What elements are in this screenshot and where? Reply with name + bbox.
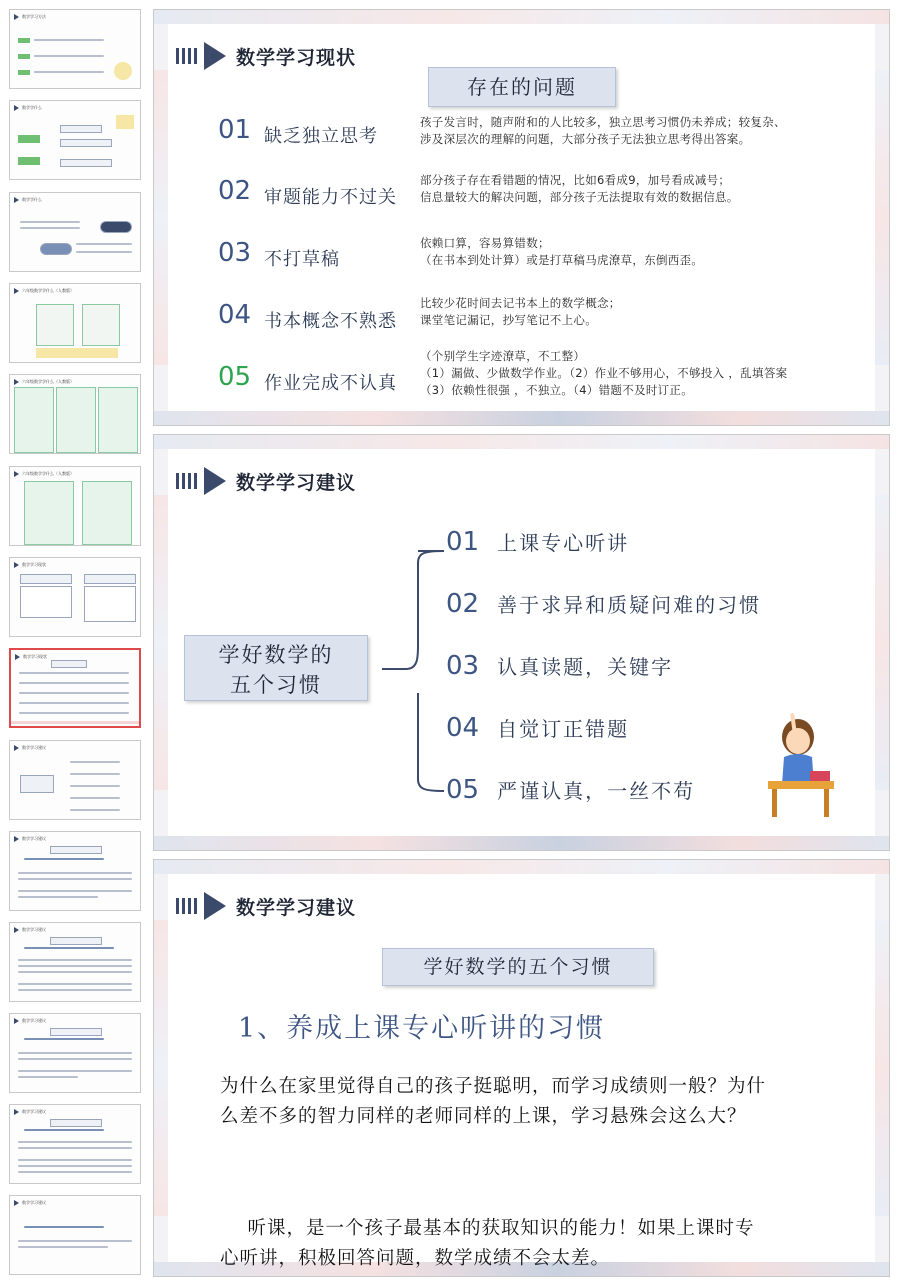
slide-thumbnail-5[interactable] bbox=[9, 374, 141, 454]
student-at-desk-illustration bbox=[762, 705, 842, 820]
habit-item: 03 认真读题，关键字 bbox=[446, 651, 674, 681]
row-description: 依赖口算，容易算错数； （在书本到处计算）或是打草稿马虎潦草，东倒西歪。 bbox=[420, 236, 704, 267]
row-label: 不打草稿 bbox=[264, 249, 340, 270]
paragraph-listening: 听课，是一个孩子最基本的获取知识的能力！如果上课时专 心听讲，积极回答问题，数学成绩不会太差。 bbox=[220, 1218, 755, 1269]
row-description: 部分孩子存在看错题的情况，比如6看成9，加号看成减号； 信息量较大的解决问题，部分孩子无法提取有效的数据信息。 bbox=[420, 173, 739, 204]
box-title-line2: 五个习惯 bbox=[230, 673, 322, 697]
row-number: 01 bbox=[218, 115, 252, 145]
slide-thumbnail-7[interactable] bbox=[9, 557, 141, 637]
row-number: 03 bbox=[218, 238, 252, 268]
slide-header bbox=[176, 42, 356, 70]
slide-title: 数学学习建议 bbox=[236, 471, 357, 494]
thumbnail-title: 数学学习方法 bbox=[22, 14, 46, 19]
slide-thumbnail-12[interactable] bbox=[9, 1013, 141, 1093]
thumbnail-title: 数学学习现状 bbox=[22, 562, 46, 567]
thumbnail-title: 数学学习建议 bbox=[22, 1018, 46, 1023]
habit-heading: 1、养成上课专心听讲的习惯 bbox=[238, 1013, 606, 1044]
thumbnail-title: 六年级数学学什么（人教版） bbox=[22, 288, 74, 293]
slide-thumbnail-1[interactable] bbox=[9, 9, 141, 89]
row-number: 02 bbox=[218, 176, 252, 206]
row-label: 审题能力不过关 bbox=[264, 187, 397, 208]
slide-title: 数学学习建议 bbox=[236, 896, 357, 919]
row-label: 缺乏独立思考 bbox=[264, 126, 378, 147]
thumbnail-title: 数学学什么 bbox=[22, 197, 42, 202]
slide-thumbnail-sidebar bbox=[0, 0, 148, 1286]
five-habits-box: 学好数学的五个习惯 bbox=[382, 948, 654, 986]
section-box-title: 存在的问题 bbox=[428, 67, 616, 107]
row-number: 04 bbox=[218, 300, 252, 330]
slide-title: 数学学习现状 bbox=[236, 46, 357, 69]
thumbnail-title: 数学学习建议 bbox=[22, 1109, 46, 1114]
arrow-bars-icon bbox=[176, 892, 226, 920]
slide-thumbnail-11[interactable] bbox=[9, 922, 141, 1002]
habit-item: 01 上课专心听讲 bbox=[446, 527, 630, 557]
thumbnail-title: 数学学习建议 bbox=[22, 745, 46, 750]
habit-item: 04 自觉订正错题 bbox=[446, 713, 630, 743]
slide-habit-detail bbox=[153, 859, 890, 1277]
row-number: 05 bbox=[218, 362, 252, 392]
thumbnail-title: 数学学习建议 bbox=[22, 836, 46, 841]
paragraph-question: 为什么在家里觉得自己的孩子挺聪明，而学习成绩则一般？为什 么差不多的智力同样的老师同样的上课，学习悬殊会这么大？ bbox=[220, 1076, 767, 1127]
slide-learning-advice bbox=[153, 434, 890, 851]
slide-thumbnail-2[interactable] bbox=[9, 100, 141, 180]
thumbnail-title: 六年级数学学什么（人教版） bbox=[22, 379, 74, 384]
thumbnail-title: 数学学习建议 bbox=[22, 1200, 46, 1205]
slide-thumbnail-13[interactable] bbox=[9, 1104, 141, 1184]
box-title-line1: 学好数学的 bbox=[218, 643, 334, 667]
row-description: （个别学生字迹潦草，不工整） （1）漏做、少做数学作业。（2）作业不够用心，不够投入 ，乱填答案 （3）依赖性很强 ，不独立。（4）错题不及时订正。 bbox=[420, 349, 788, 397]
row-description: 比较少花时间去记书本上的数学概念； 课堂笔记漏记，抄写笔记不上心。 bbox=[420, 296, 621, 327]
row-label: 作业完成不认真 bbox=[264, 373, 397, 394]
slide-current-status bbox=[153, 9, 890, 426]
row-label: 书本概念不熟悉 bbox=[264, 311, 397, 332]
habit-item: 05 严谨认真，一丝不苟 bbox=[446, 775, 696, 805]
slide-thumbnail-9[interactable] bbox=[9, 740, 141, 820]
slide-thumbnail-10[interactable] bbox=[9, 831, 141, 911]
slide-thumbnail-14[interactable] bbox=[9, 1195, 141, 1275]
thumbnail-title: 数学学习建议 bbox=[22, 927, 46, 932]
habit-item: 02 善于求异和质疑问难的习惯 bbox=[446, 589, 762, 619]
thumbnail-title: 数学学什么 bbox=[22, 105, 42, 110]
thumbnail-title: 数学学习现状 bbox=[23, 654, 47, 659]
slide-thumbnail-3[interactable] bbox=[9, 192, 141, 272]
thumbnail-title: 六年级数学学什么（人教版） bbox=[22, 471, 74, 476]
slide-thumbnail-8-active[interactable] bbox=[9, 648, 141, 728]
arrow-bars-icon bbox=[176, 42, 226, 70]
slide-header bbox=[176, 892, 356, 920]
slide-thumbnail-6[interactable] bbox=[9, 466, 141, 546]
row-description: 孩子发言时，随声附和的人比较多，独立思考习惯仍未养成；较复杂、 涉及深层次的理解的问题，大部分孩子无法独立思考得出答案。 bbox=[420, 115, 786, 146]
slide-thumbnail-4[interactable] bbox=[9, 283, 141, 363]
